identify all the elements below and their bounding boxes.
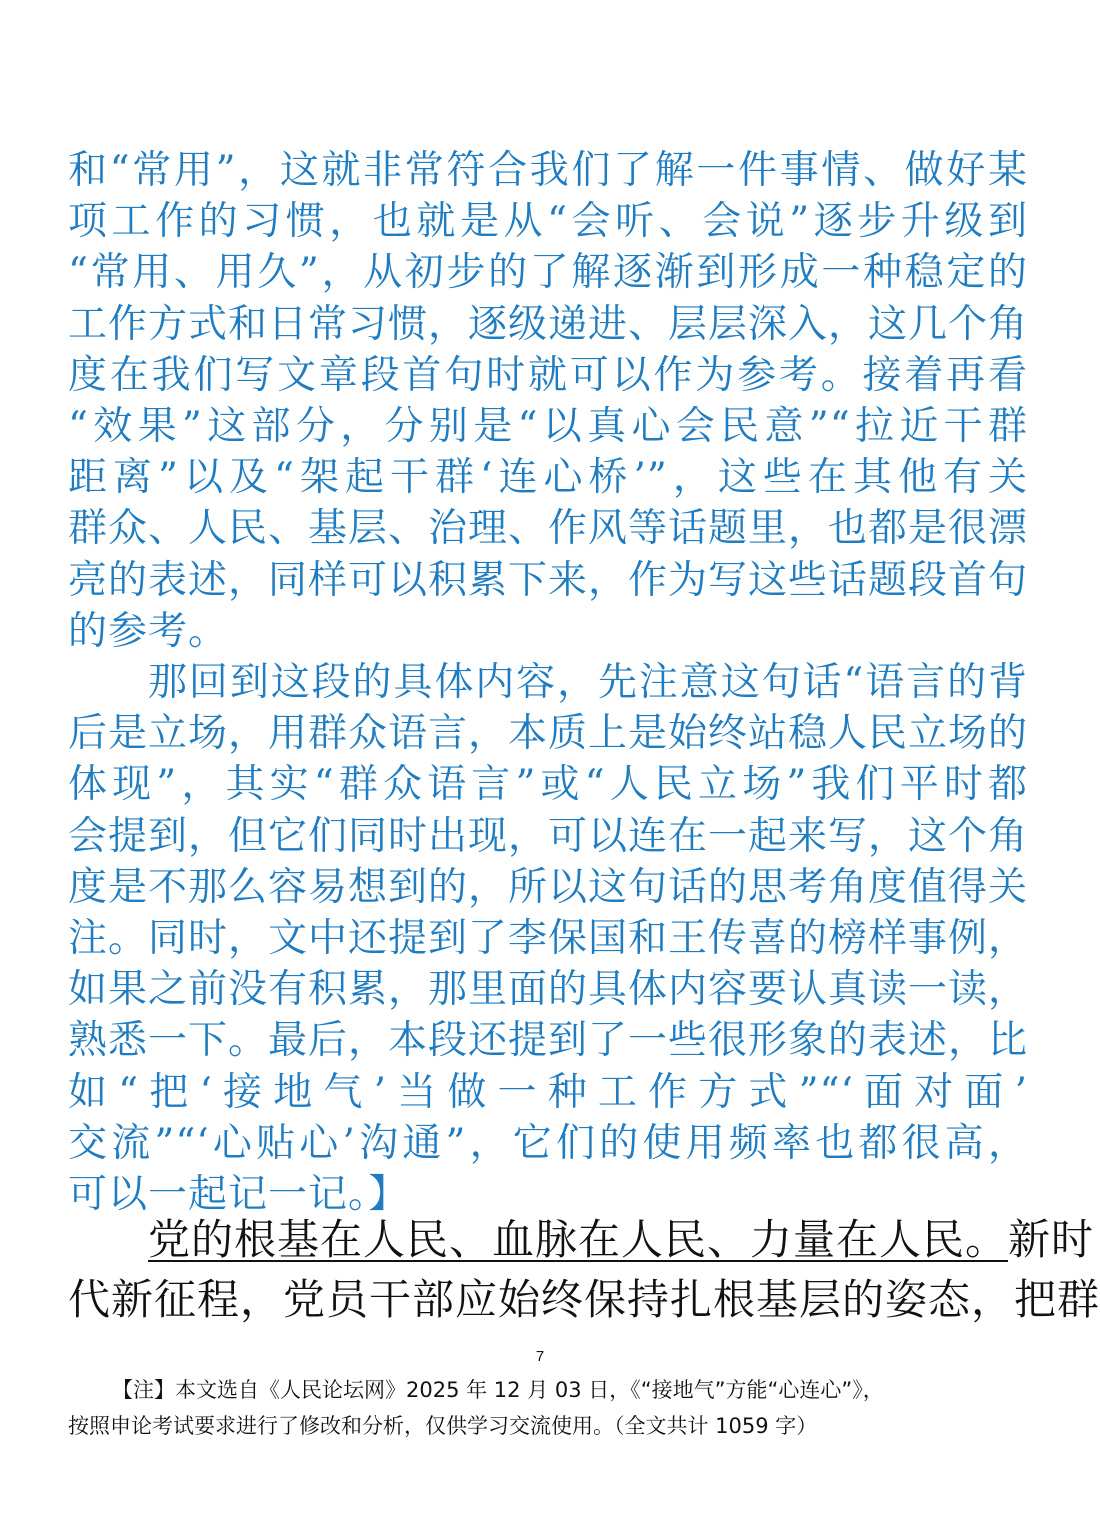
analysis-line: “常用、用久”，从初步的了解逐渐到形成一种稳定的 bbox=[68, 250, 1028, 296]
page-number: 7 bbox=[535, 1348, 545, 1365]
analysis-line: 交流”“‘心贴心’沟通”，它们的使用频率也都很高， bbox=[68, 1120, 1028, 1166]
analysis-line: 熟悉一下。最后，本段还提到了一些很形象的表述，比 bbox=[68, 1018, 1029, 1064]
analysis-line: 度在我们写文章段首句时就可以作为参考。接着再看 bbox=[68, 352, 1028, 398]
analysis-line: 的参考。 bbox=[68, 608, 229, 654]
analysis-line: 亮的表述，同样可以积累下来，作为写这些话题段首句 bbox=[68, 557, 1029, 603]
analysis-line: 项工作的习惯，也就是从“会听、会说”逐步升级到 bbox=[68, 199, 1028, 245]
body-line-continuation: 新时 bbox=[1008, 1215, 1095, 1264]
analysis-line: 注。同时，文中还提到了李保国和王传喜的榜样事例， bbox=[68, 916, 1029, 962]
analysis-line: 可以一起记一记。】 bbox=[68, 1172, 409, 1218]
analysis-line: 后是立场，用群众语言，本质上是始终站稳人民立场的 bbox=[68, 711, 1029, 757]
analysis-line: 会提到，但它们同时出现，可以连在一起来写，这个角 bbox=[68, 813, 1029, 859]
analysis-line: 度是不那么容易想到的，所以这句话的思考角度值得关 bbox=[68, 864, 1029, 910]
body-line: 代新征程，党员干部应始终保持扎根基层的姿态，把群 bbox=[68, 1275, 1100, 1324]
analysis-line: 距离”以及“架起干群‘连心桥’”，这些在其他有关 bbox=[68, 455, 1028, 501]
analysis-line: 工作方式和日常习惯，逐级递进、层层深入，这几个角 bbox=[68, 301, 1029, 347]
article-body bbox=[68, 1210, 1100, 1330]
analysis-line: 和“常用”，这就非常符合我们了解一件事情、做好某 bbox=[68, 148, 1028, 193]
analysis-line: 如果之前没有积累，那里面的具体内容要认真读一读， bbox=[68, 967, 1029, 1013]
footnote-line: 按照申论考试要求进行了修改和分析，仅供学习交流使用。（全文共计 1059 字） bbox=[68, 1414, 818, 1438]
analysis-line: 群众、人民、基层、治理、作风等话题里，也都是很漂 bbox=[68, 506, 1029, 552]
analysis-line: 体现”，其实“群众语言”或“人民立场”我们平时都 bbox=[68, 762, 1028, 808]
analysis-line: 如“把‘接地气’当做一种工作方式”“‘面对面’ bbox=[68, 1069, 1028, 1115]
analysis-line: “效果”这部分，分别是“以真心会民意”“拉近干群 bbox=[68, 404, 1028, 450]
footnote-line: 【注】本文选自《人民论坛网》2025 年 12 月 03 日，《“接地气”方能“心连心”》， bbox=[112, 1378, 884, 1402]
footnote bbox=[68, 1372, 1028, 1444]
analysis-line: 那回到这段的具体内容，先注意这句话“语言的背 bbox=[148, 660, 1028, 706]
analysis-commentary bbox=[68, 145, 1028, 1220]
body-line bbox=[68, 1210, 1095, 1270]
key-sentence: 党的根基在人民、血脉在人民、力量在人民。 bbox=[148, 1215, 1009, 1264]
